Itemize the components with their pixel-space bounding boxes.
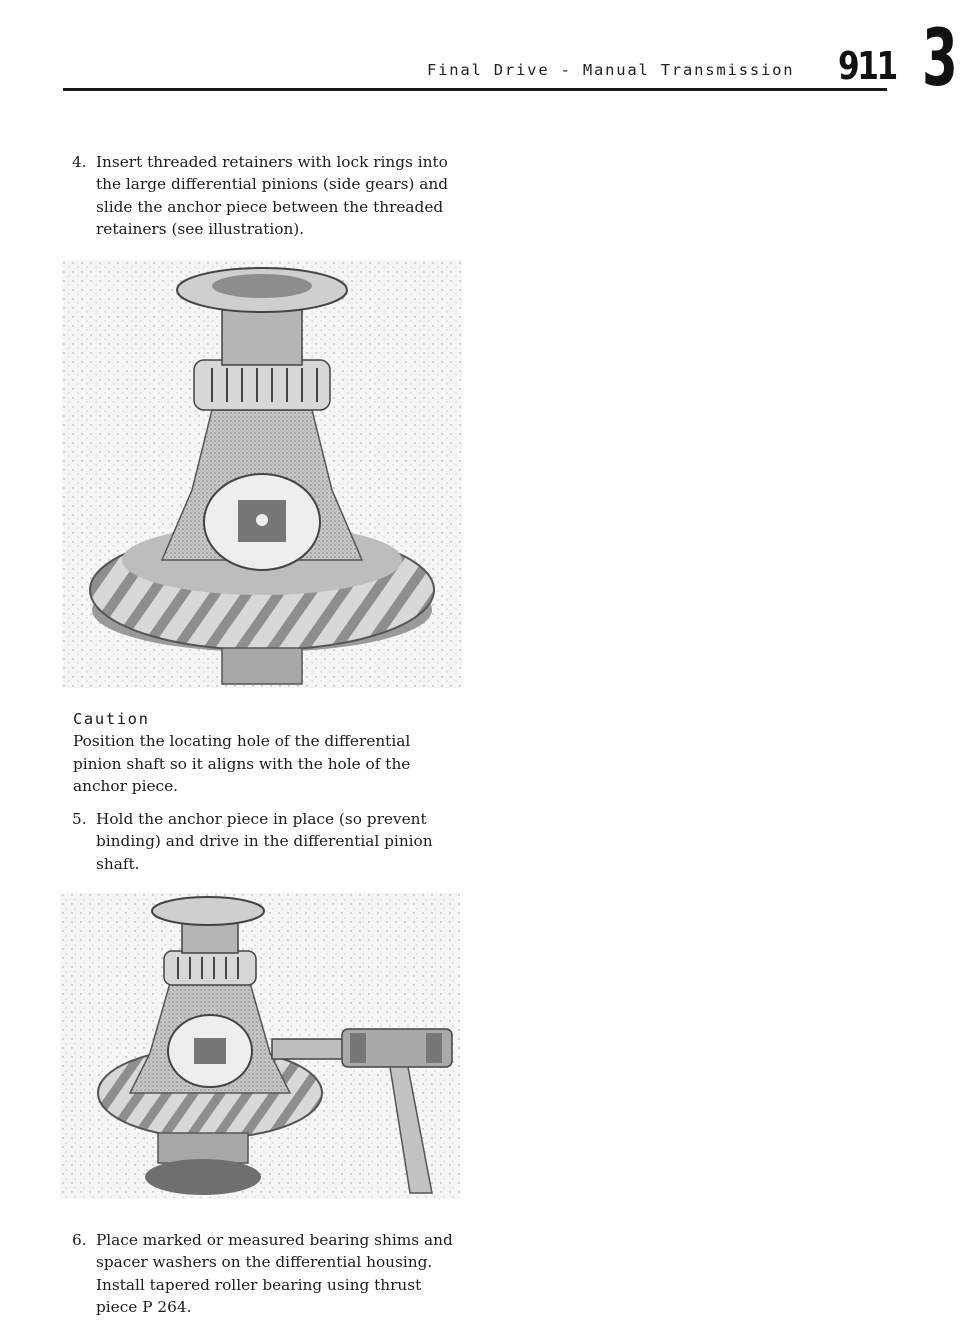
step-number: 6. <box>72 1231 87 1249</box>
caution-note <box>73 708 443 798</box>
step-6 <box>72 1229 462 1321</box>
step-text: Insert threaded retainers with lock rings into the large differential pinions (side gears) and slide the anchor piece between the threaded retainers (see illustration). <box>96 153 449 239</box>
running-header-title: Final Drive - Manual Transmission <box>427 61 795 79</box>
step-number: 5. <box>72 810 87 828</box>
section-number: 3 <box>922 14 958 104</box>
caution-text: Position the locating hole of the differential pinion shaft so it aligns with the hole of the anchor piece. <box>73 732 411 796</box>
step-number: 4. <box>72 153 87 171</box>
step-text: Hold the anchor piece in place (so prevent binding) and drive in the differential pinion shaft. <box>96 810 433 873</box>
step-text: Place marked or measured bearing shims and spacer washers on the differential housing. Install tapered roller bearing using thrust piece P 264. <box>96 1231 453 1317</box>
step-5 <box>72 808 462 878</box>
header-rule <box>63 88 887 91</box>
differential-assembly-photo <box>62 260 462 688</box>
model-number: 911 <box>838 44 896 88</box>
caution-title: Caution <box>73 710 150 728</box>
step-4 <box>72 151 462 243</box>
differential-pinion-shaft-drive-photo <box>60 893 460 1199</box>
